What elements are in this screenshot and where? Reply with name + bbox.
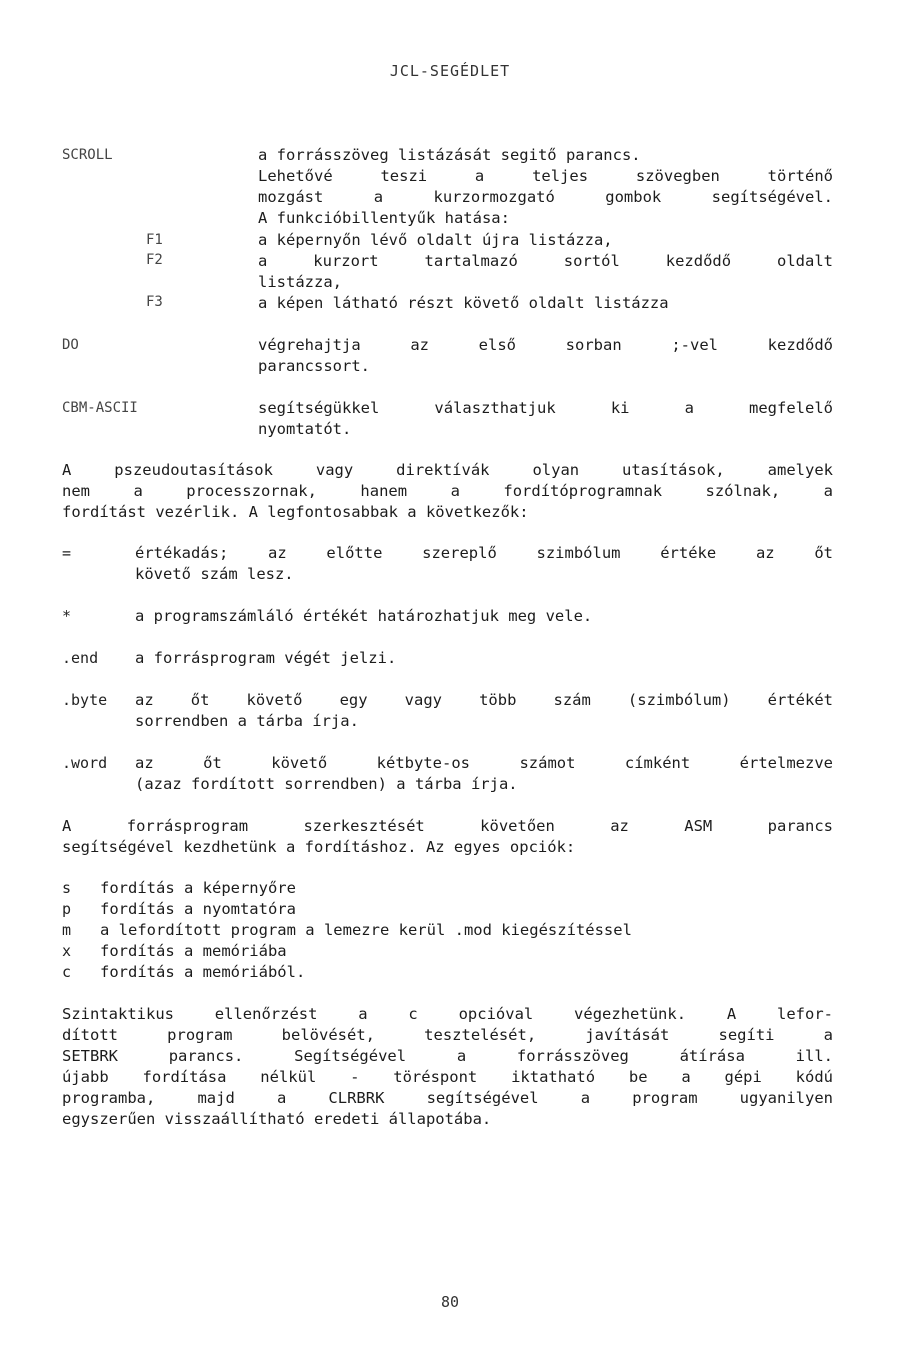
do-desc-line: végrehajtja az első sorban ;-vel kezdődő (258, 336, 833, 354)
cbm-desc-line: segítségükkel választhatjuk ki a megfelelő (258, 399, 833, 417)
paragraph-line: segítségével kezdhetünk a fordításhoz. Az egyes opciók: (62, 838, 576, 856)
paragraph-line: dított program belövését, tesztelését, javítását segíti a (62, 1026, 833, 1044)
paragraph-line: fordítást vezérlik. A legfontosabbak a következők: (62, 503, 529, 521)
scroll-desc-line: Lehetővé teszi a teljes szövegben történő (258, 167, 833, 185)
key-f1: F1 (146, 232, 163, 248)
scroll-desc-line: a forrásszöveg listázását segitő parancs. (258, 146, 641, 164)
cbm-desc-line: nyomtatót. (258, 420, 352, 438)
paragraph-line: Szintaktikus ellenőrzést a c opcióval végezhetünk. A lefor- (62, 1005, 833, 1023)
directive-code-assign: = (62, 544, 72, 562)
paragraph-line: A pszeudoutasítások vagy direktívák olyan utasítások, amelyek (62, 461, 833, 479)
directive-code-end: .end (62, 649, 99, 667)
directive-desc: értékadás; az előtte szereplő szimbólum értéke az őt (135, 544, 833, 562)
page-header: JCL-SEGÉDLET (389, 62, 511, 80)
do-desc-line: parancssort. (258, 357, 370, 375)
scroll-desc-line: A funkcióbillentyűk hatása: (258, 209, 510, 227)
page-number: 80 (440, 1293, 460, 1311)
scroll-term: SCROLL (62, 147, 113, 163)
key-f3-desc: a képen látható részt követő oldalt listázza (258, 294, 669, 312)
key-f2: F2 (146, 252, 163, 268)
option-desc: fordítás a képernyőre (100, 879, 296, 897)
do-term: DO (62, 337, 79, 353)
directive-code-star: * (62, 607, 72, 625)
directive-desc: (azaz fordított sorrendben) a tárba írja. (135, 775, 518, 793)
directive-desc: sorrendben a tárba írja. (135, 712, 359, 730)
option-key: c (62, 963, 72, 981)
key-f3: F3 (146, 294, 163, 310)
paragraph-line: A forrásprogram szerkesztését követően az ASM parancs (62, 817, 833, 835)
option-desc: a lefordított program a lemezre kerül .mod kiegészítéssel (100, 921, 632, 939)
scroll-desc-line: mozgást a kurzormozgató gombok segítségével. (258, 188, 833, 206)
directive-desc: az őt követő kétbyte-os számot címként értelmezve (135, 754, 833, 772)
directive-desc: a programszámláló értékét határozhatjuk meg vele. (135, 607, 593, 625)
option-key: s (62, 879, 72, 897)
directive-desc: a forrásprogram végét jelzi. (135, 649, 397, 667)
option-key: x (62, 942, 72, 960)
paragraph-line: újabb fordítása nélkül - töréspont iktatható be a gépi kódú (62, 1068, 833, 1086)
key-f1-desc: a képernyőn lévő oldalt újra listázza, (258, 231, 613, 249)
option-desc: fordítás a memóriából. (100, 963, 306, 981)
directive-code-byte: .byte (62, 691, 108, 709)
option-desc: fordítás a nyomtatóra (100, 900, 296, 918)
paragraph-line: programba, majd a CLRBRK segítségével a program ugyanilyen (62, 1089, 833, 1107)
paragraph-line: nem a processzornak, hanem a fordítóprogramnak szólnak, a (62, 482, 833, 500)
directive-desc: az őt követő egy vagy több szám (szimbólum) értékét (135, 691, 833, 709)
directive-desc: követő szám lesz. (135, 565, 294, 583)
option-key: p (62, 900, 72, 918)
paragraph-line: SETBRK parancs. Segítségével a forrásszöveg átírása ill. (62, 1047, 833, 1065)
option-key: m (62, 921, 72, 939)
option-desc: fordítás a memóriába (100, 942, 287, 960)
directive-code-word: .word (62, 754, 108, 772)
key-f2-desc: listázza, (258, 273, 342, 291)
key-f2-desc: a kurzort tartalmazó sortól kezdődő oldalt (258, 252, 833, 270)
cbm-term: CBM-ASCII (62, 400, 138, 416)
paragraph-line: egyszerűen visszaállítható eredeti állapotába. (62, 1110, 492, 1128)
